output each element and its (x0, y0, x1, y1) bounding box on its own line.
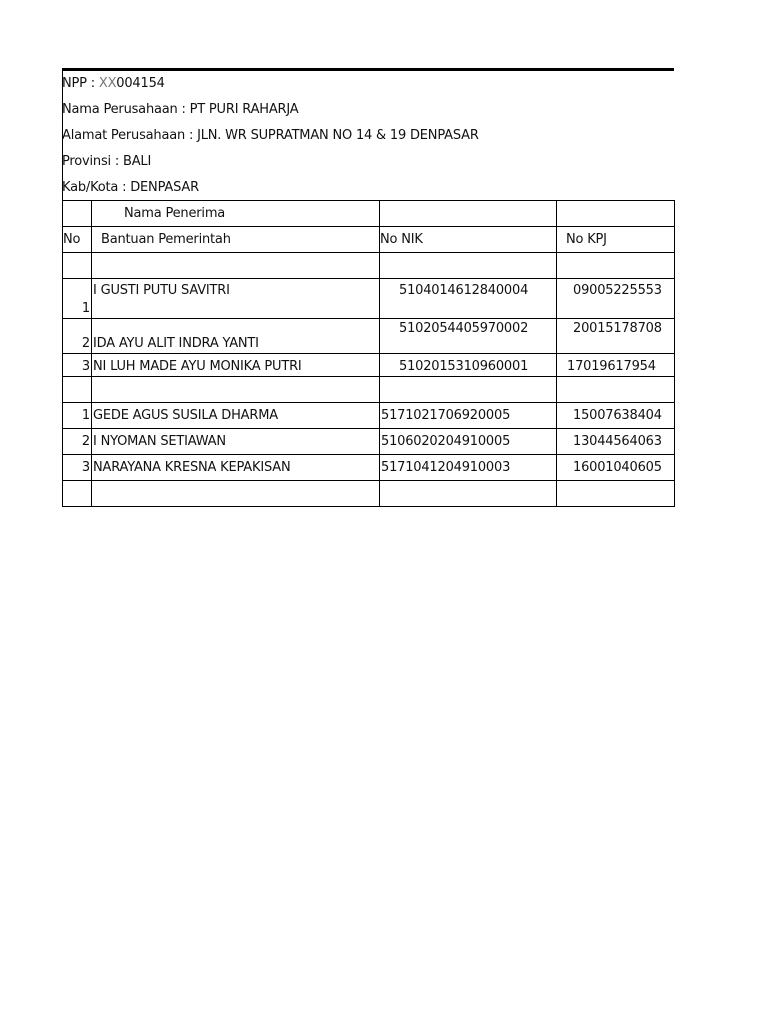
table-row (63, 429, 675, 455)
company-line: Nama Perusahaan : PT PURI RAHARJA (62, 102, 299, 117)
row-nik: 5171041204910003 (380, 455, 557, 481)
header-kpj: No KPJ (557, 227, 675, 253)
address-line: Alamat Perusahaan : JLN. WR SUPRATMAN NO 14 & 19 DENPASAR (62, 128, 479, 143)
city-line: Kab/Kota : DENPASAR (62, 180, 199, 195)
npp-line (62, 71, 165, 97)
row-number: 2 (63, 319, 92, 354)
spacer-row (63, 481, 675, 507)
npp-prefix: XX (98, 76, 117, 91)
header-nik: No NIK (380, 227, 557, 253)
row-number: 2 (63, 429, 92, 455)
table-row (63, 279, 675, 319)
province-line: Provinsi : BALI (62, 154, 152, 169)
row-kpj: 20015178708 (557, 319, 675, 354)
recipients-table (62, 200, 675, 507)
row-number: 1 (63, 403, 92, 429)
row-name: I GUSTI PUTU SAVITRI (92, 279, 380, 319)
row-name: I NYOMAN SETIAWAN (92, 429, 380, 455)
row-name: GEDE AGUS SUSILA DHARMA (92, 403, 380, 429)
table-row (63, 403, 675, 429)
row-kpj: 13044564063 (557, 429, 675, 455)
row-name: NI LUH MADE AYU MONIKA PUTRI (92, 354, 380, 377)
row-number: 3 (63, 455, 92, 481)
table-row (63, 354, 675, 377)
row-kpj: 16001040605 (557, 455, 675, 481)
table-row (63, 319, 675, 354)
row-nik: 5106020204910005 (380, 429, 557, 455)
npp-number: 004154 (116, 76, 165, 91)
row-name: NARAYANA KRESNA KEPAKISAN (92, 455, 380, 481)
row-number: 3 (63, 354, 92, 377)
row-nik: 5104014612840004 (380, 279, 557, 319)
header-cell-empty (380, 201, 557, 227)
header-name-line1: Nama Penerima (92, 201, 380, 227)
row-kpj: 15007638404 (557, 403, 675, 429)
header-cell-empty (63, 201, 92, 227)
row-name: IDA AYU ALIT INDRA YANTI (92, 319, 380, 354)
header-no: No (63, 227, 92, 253)
header-row-2 (63, 227, 675, 253)
table-row (63, 455, 675, 481)
row-number: 1 (63, 279, 92, 319)
row-nik: 5102054405970002 (380, 319, 557, 354)
header-cell-empty (557, 201, 675, 227)
header-name-line2: Bantuan Pemerintah (92, 227, 380, 253)
header-row-1 (63, 201, 675, 227)
spacer-row (63, 253, 675, 279)
spacer-row (63, 377, 675, 403)
npp-label: NPP : (62, 76, 99, 91)
row-kpj: 17019617954 (557, 354, 675, 377)
row-kpj: 09005225553 (557, 279, 675, 319)
row-nik: 5102015310960001 (380, 354, 557, 377)
row-nik: 5171021706920005 (380, 403, 557, 429)
